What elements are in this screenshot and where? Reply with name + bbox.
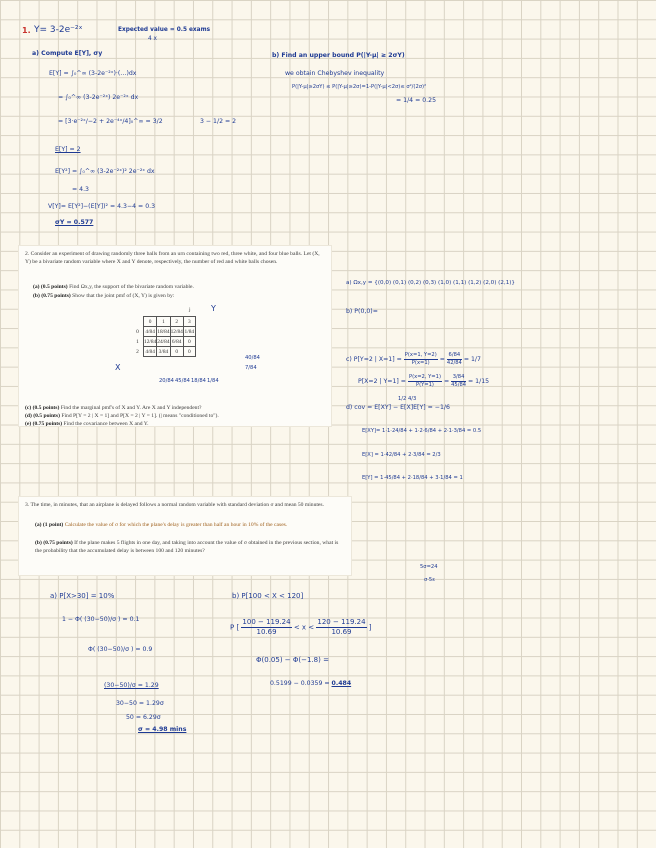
col-sum-0: 20/84: [159, 378, 174, 384]
frac-num: P(x=2, Y=1): [408, 374, 441, 380]
answer-3b-line-3: Φ(0.05) − Φ(−1.8) =: [256, 656, 329, 664]
frac-den: 10.69: [331, 627, 352, 636]
part-d-text: Find P[Y = 2 | X = 1] and P[X = 2 | Y = 1]. (| means "conditioned to").: [61, 413, 219, 419]
problem2-intro: 2. Consider an experiment of drawing randomly three balls from an urn containing two red, three white, and four blue balls. Let (X, Y) be a bivariate random variable where X and Y denote, respectively, the number of red and white balls chosen.: [25, 251, 320, 266]
variance-line: V[Y]= E[Y²]−(E[Y])² = 4.3−4 = 0.3: [48, 203, 156, 210]
table-cell: 12/84: [144, 338, 157, 345]
answer-2a-support: a) Ωx,y = {(0,0) (0,1) (0,2) (0,3) (1,0) (1,1) (1,2) (2,0) (2,1)}: [346, 280, 515, 286]
prob-symbol: P: [230, 623, 235, 632]
answer-3a-line-6: 50 = 6.29σ: [126, 714, 161, 721]
frac-den: 42/84: [446, 359, 462, 366]
part-a-text: Find Ωx,y, the support of the bivariate random variable.: [69, 284, 194, 290]
answer-2c-line-1: c) P[Y=2 | X=1] = $\frac{P(x=1, Y=2)}{P(x=1)}$ = $\frac{6/84}{42/84}$ = 1/7: [346, 352, 481, 366]
table-cell: 1/84: [184, 328, 195, 335]
problem2-part-b: [33, 292, 323, 300]
ex-calc: E[X] = 1·42/84 + 2·3/84 = 2/3: [362, 452, 441, 458]
expected-value-sub: 4 x: [148, 36, 157, 42]
cond-prob-2-frac: [408, 374, 442, 388]
frac-num: 100 − 119.24: [242, 618, 291, 626]
upper-z-frac: [316, 618, 366, 637]
ey-result: E[Y] = 2: [55, 146, 81, 153]
table-y-label: Y: [211, 304, 216, 313]
chebyshev-line-2: = 1/4 = 0.25: [396, 97, 437, 104]
phi-difference: 0.5199 − 0.0359 =: [270, 680, 330, 687]
table-cell: 24/84: [157, 338, 170, 345]
table-cell: 6/84: [171, 338, 182, 345]
table-cell: 4/84: [145, 328, 155, 335]
answer-3a-line-2: 1 − Φ( (30−50)/σ ) = 0.1: [62, 616, 140, 623]
answer-3a-sigma: σ = 4.98 mins: [138, 726, 187, 733]
expected-value-note: Expected value = 0.5 exams: [118, 27, 211, 33]
table-cell: 4/84: [145, 348, 155, 355]
answer-3b-line-4: [270, 680, 351, 688]
problem1-number: 1.: [22, 26, 31, 35]
table-cell: 0: [183, 347, 195, 357]
lower-z-frac: [241, 618, 291, 637]
col-header: 1: [157, 317, 170, 327]
part-e-text: Find the covariance between X and Y.: [63, 421, 149, 427]
frac-den: P(x=1): [411, 359, 430, 366]
ey-line-1: E[Y] = ∫₀^∞ (3-2e⁻²ˣ)·(…)dx: [49, 70, 137, 77]
part-c-points: (c) (0.5 points): [25, 405, 60, 411]
row-header: 0: [136, 328, 139, 335]
joint-pmf-table-wrap: [132, 316, 196, 357]
answer-3a-line-1: a) P[X>30] = 10%: [50, 592, 115, 600]
ey-line-3: = [3·e⁻²ˣ/−2 + 2e⁻⁴ˣ/4]₀^∞ = 3/2: [58, 118, 163, 125]
frac-den: 45/84: [451, 381, 467, 388]
problem2-part-e: [25, 420, 325, 428]
row-header: 1: [136, 338, 139, 345]
question-a-label: a) Compute E[Y], σy: [32, 50, 103, 57]
table-cell: 0: [183, 337, 195, 347]
frac-num: 6/84: [448, 352, 461, 358]
sigma-result: σY = 0.577: [55, 219, 94, 226]
ey-line-2: = ∫₀^∞ (3-2e⁻²ˣ) 2e⁻²ˣ dx: [58, 94, 139, 101]
part-e-points: (e) (0.75 points): [25, 421, 63, 427]
part-b-text: Show that the joint pmf of (X, Y) is given by:: [72, 293, 175, 299]
question-b-label: b) Find an upper bound P(|Y-μ| ≥ 2σY): [272, 52, 405, 59]
cond-prob-1-frac: [404, 352, 438, 366]
row-sum-1: 40/84: [245, 355, 260, 361]
answer-3a-line-4: (30−50)/σ = 1.29: [104, 682, 159, 689]
row-sum-2: 7/84: [245, 365, 257, 371]
frac-num: P(x=1, Y=2): [404, 352, 437, 358]
row-header: 2: [136, 348, 139, 355]
chebyshev-note: we obtain Chebyshev inequality: [285, 70, 385, 77]
answer-3b-line-2: P [ $\frac{100 - 119.24}{10.69}$ < x < $\frac{120 - 119.24}{10.69}$ ]: [230, 618, 372, 636]
problem2-part-d: [25, 412, 325, 420]
cov-note: 1/2 4/3: [398, 396, 417, 402]
part-d-points: (d) (0.5 points): [25, 413, 60, 419]
col-header: 0: [144, 317, 157, 327]
part-b-text: If the plane makes 5 flights in one day, and taking into account the value of σ obtained in the previous section, what is the probability that the accumulated delay is between 100 and 120 minutes?: [35, 540, 339, 555]
ey2-value: = 4.3: [72, 186, 89, 193]
problem1-equation: Y= 3-2e⁻²ˣ: [34, 25, 83, 35]
cond-prob-2-value: [451, 374, 466, 388]
ey2-line: E[Y²] = ∫₀^∞ (3-2e⁻²ˣ)² 2e⁻²ˣ dx: [55, 168, 155, 175]
frac-num: 3/84: [452, 374, 465, 380]
inequality-mid: < x <: [293, 623, 315, 632]
table-cell: 3/84: [158, 348, 169, 355]
exy-calc: E[XY]= 1·1·24/84 + 1·2·6/84 + 2·1·3/84 = 0.5: [362, 428, 482, 434]
col-header: 3: [183, 317, 195, 327]
ey-side-calc: 3 − 1/2 = 2: [200, 118, 237, 125]
problem3-part-a: [35, 521, 343, 529]
answer-3a-line-3: Φ( (30−50)/σ ) = 0.9: [88, 646, 153, 653]
problem2-part-c: [25, 404, 325, 412]
col-header: 2: [170, 317, 183, 327]
table-x-label: X: [115, 363, 121, 372]
cond-prob-1-result: = 1/7: [463, 356, 481, 363]
problem3-intro: 3. The time, in minutes, that an airplane is delayed follows a normal random variable with standard deviation σ and mean 50 minutes.: [25, 502, 324, 508]
table-cell: 12/84: [170, 328, 183, 335]
problem2-part-a: [33, 283, 323, 291]
part-a-text: Calculate the value of σ for which the plane's delay is greater than half an hour in 10% of the cases.: [64, 522, 288, 528]
problem2-printed-box: [18, 245, 332, 427]
cond-prob-2-left: P[X=2 | Y=1] =: [358, 378, 406, 385]
frac-den: 10.69: [256, 627, 277, 636]
frac-den: P(Y=1): [415, 381, 434, 388]
problem3-printed-box: [18, 496, 352, 576]
side-note-1: 5σ=24: [420, 564, 438, 570]
table-cell: 0: [170, 347, 183, 357]
cond-prob-2-result: = 1/15: [468, 378, 490, 385]
frac-num: 120 − 119.24: [317, 618, 366, 626]
answer-2d-cov: d) cov = E[XY] − E[X]E[Y] = −1/6: [346, 404, 450, 411]
answer-3a-line-5: 30−50 = 1.29σ: [116, 700, 164, 707]
part-a-points: (a) (1 point): [35, 522, 64, 528]
part-c-text: Find the marginal pmf's of X and Y. Are X and Y independent?: [60, 405, 202, 411]
problem3-part-b: [35, 539, 343, 555]
part-b-points: (b) (0.75 points): [35, 540, 73, 546]
side-note-2: σ·5ε: [424, 577, 436, 583]
joint-pmf-table: [132, 316, 196, 357]
answer-2b: b) P(0,0)=: [346, 308, 378, 315]
cond-prob-1-left: c) P[Y=2 | X=1] =: [346, 356, 402, 363]
col-sum-2: 18/84: [191, 378, 206, 384]
answer-3b-result: 0.484: [331, 680, 352, 687]
part-a-points: (a) (0.5 points): [33, 284, 68, 290]
col-sum-1: 45/84: [175, 378, 190, 384]
cond-prob-1-value: [447, 352, 462, 366]
table-cell: 18/84: [157, 328, 170, 335]
answer-2c-line-2: P[X=2 | Y=1] = $\frac{P(x=2, Y=1)}{P(Y=1)}$ = $\frac{3/84}{45/84}$ = 1/15: [358, 374, 490, 388]
answer-3b-line-1: b) P[100 < X < 120]: [232, 592, 304, 600]
ey-calc: E[Y] = 1·45/84 + 2·18/84 + 3·1/84 = 1: [362, 475, 463, 481]
table-j-label: j: [189, 307, 191, 313]
col-sum-3: 1/84: [207, 378, 219, 384]
part-b-points: (b) (0.75 points): [33, 293, 71, 299]
chebyshev-line-1: P(|Y-μ|≥2σY) ≤ P(|Y-μ|≥2σ)=1-P(|Y-μ|<2σ)≤ σ²/(2σ)²: [292, 84, 427, 90]
